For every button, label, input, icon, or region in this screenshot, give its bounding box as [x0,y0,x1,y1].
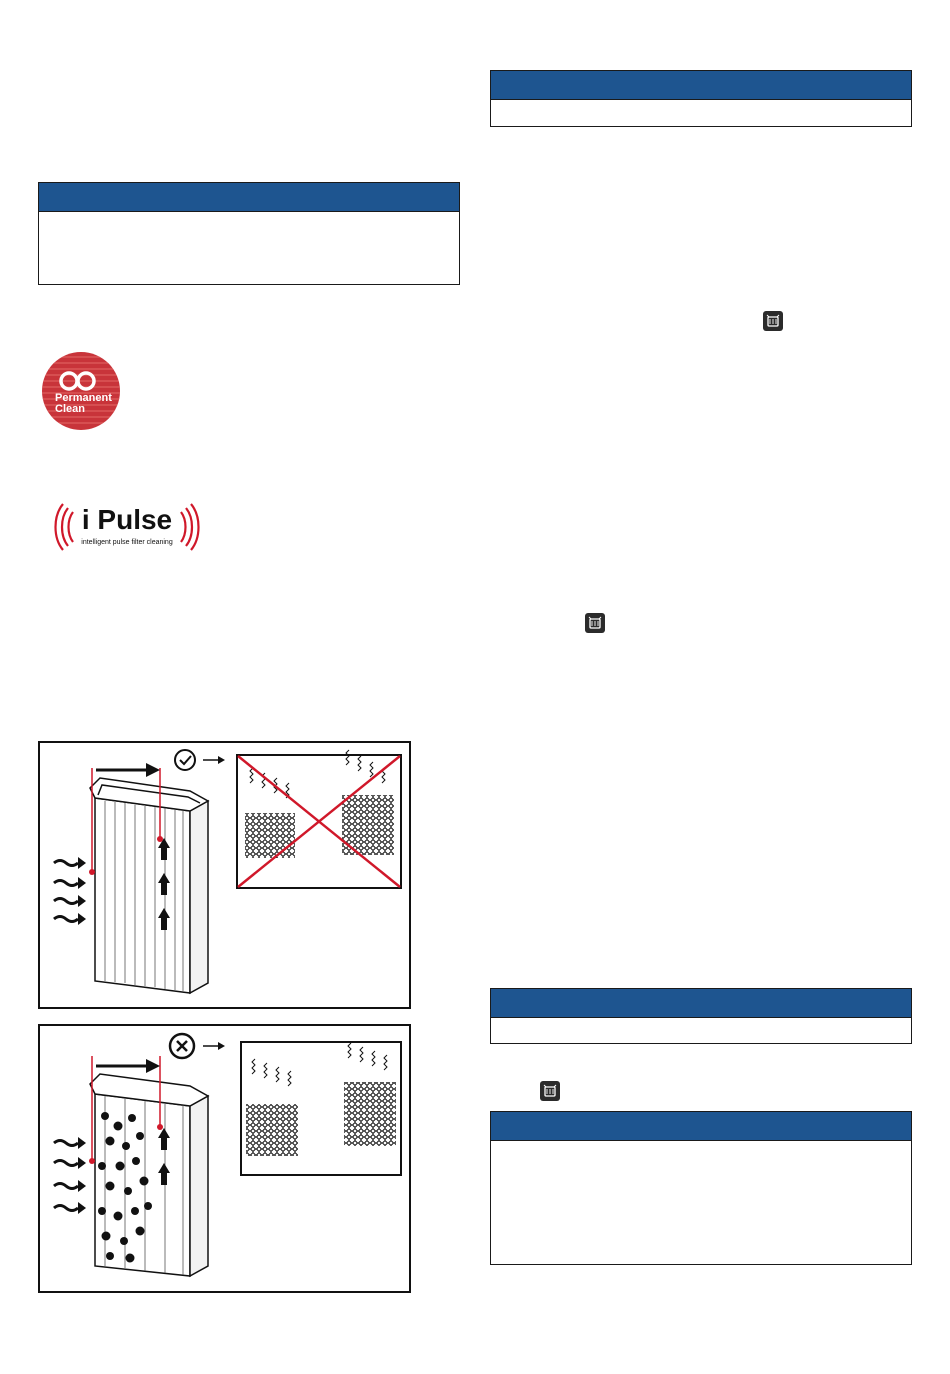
notice-header [491,1112,911,1141]
notice-box-top-right [490,70,912,127]
ipulse-title: i Pulse [81,504,173,535]
notice-box-left [38,182,460,285]
filter-cartridge [90,778,208,993]
filter-cleaning-icon [585,613,605,633]
permanent-clean-line2: Clean [55,403,85,415]
permanent-clean-logo [41,351,121,431]
x-circle-icon [170,1034,194,1058]
permanent-clean-line1: Permanent [55,392,112,404]
filter-cleaning-icon [763,311,783,331]
ipulse-logo [50,500,205,554]
notice-header [39,183,459,212]
filter-figure-correct [38,741,411,1009]
notice-box-bottom-right [490,1111,912,1265]
notice-box-middle-right [490,988,912,1044]
check-circle-icon [175,750,195,770]
ipulse-subtitle: intelligent pulse filter cleaning [81,539,173,546]
notice-header [491,989,911,1018]
filter-cleaning-icon [540,1081,560,1101]
notice-header [491,71,911,100]
filter-figure-incorrect [38,1024,411,1293]
